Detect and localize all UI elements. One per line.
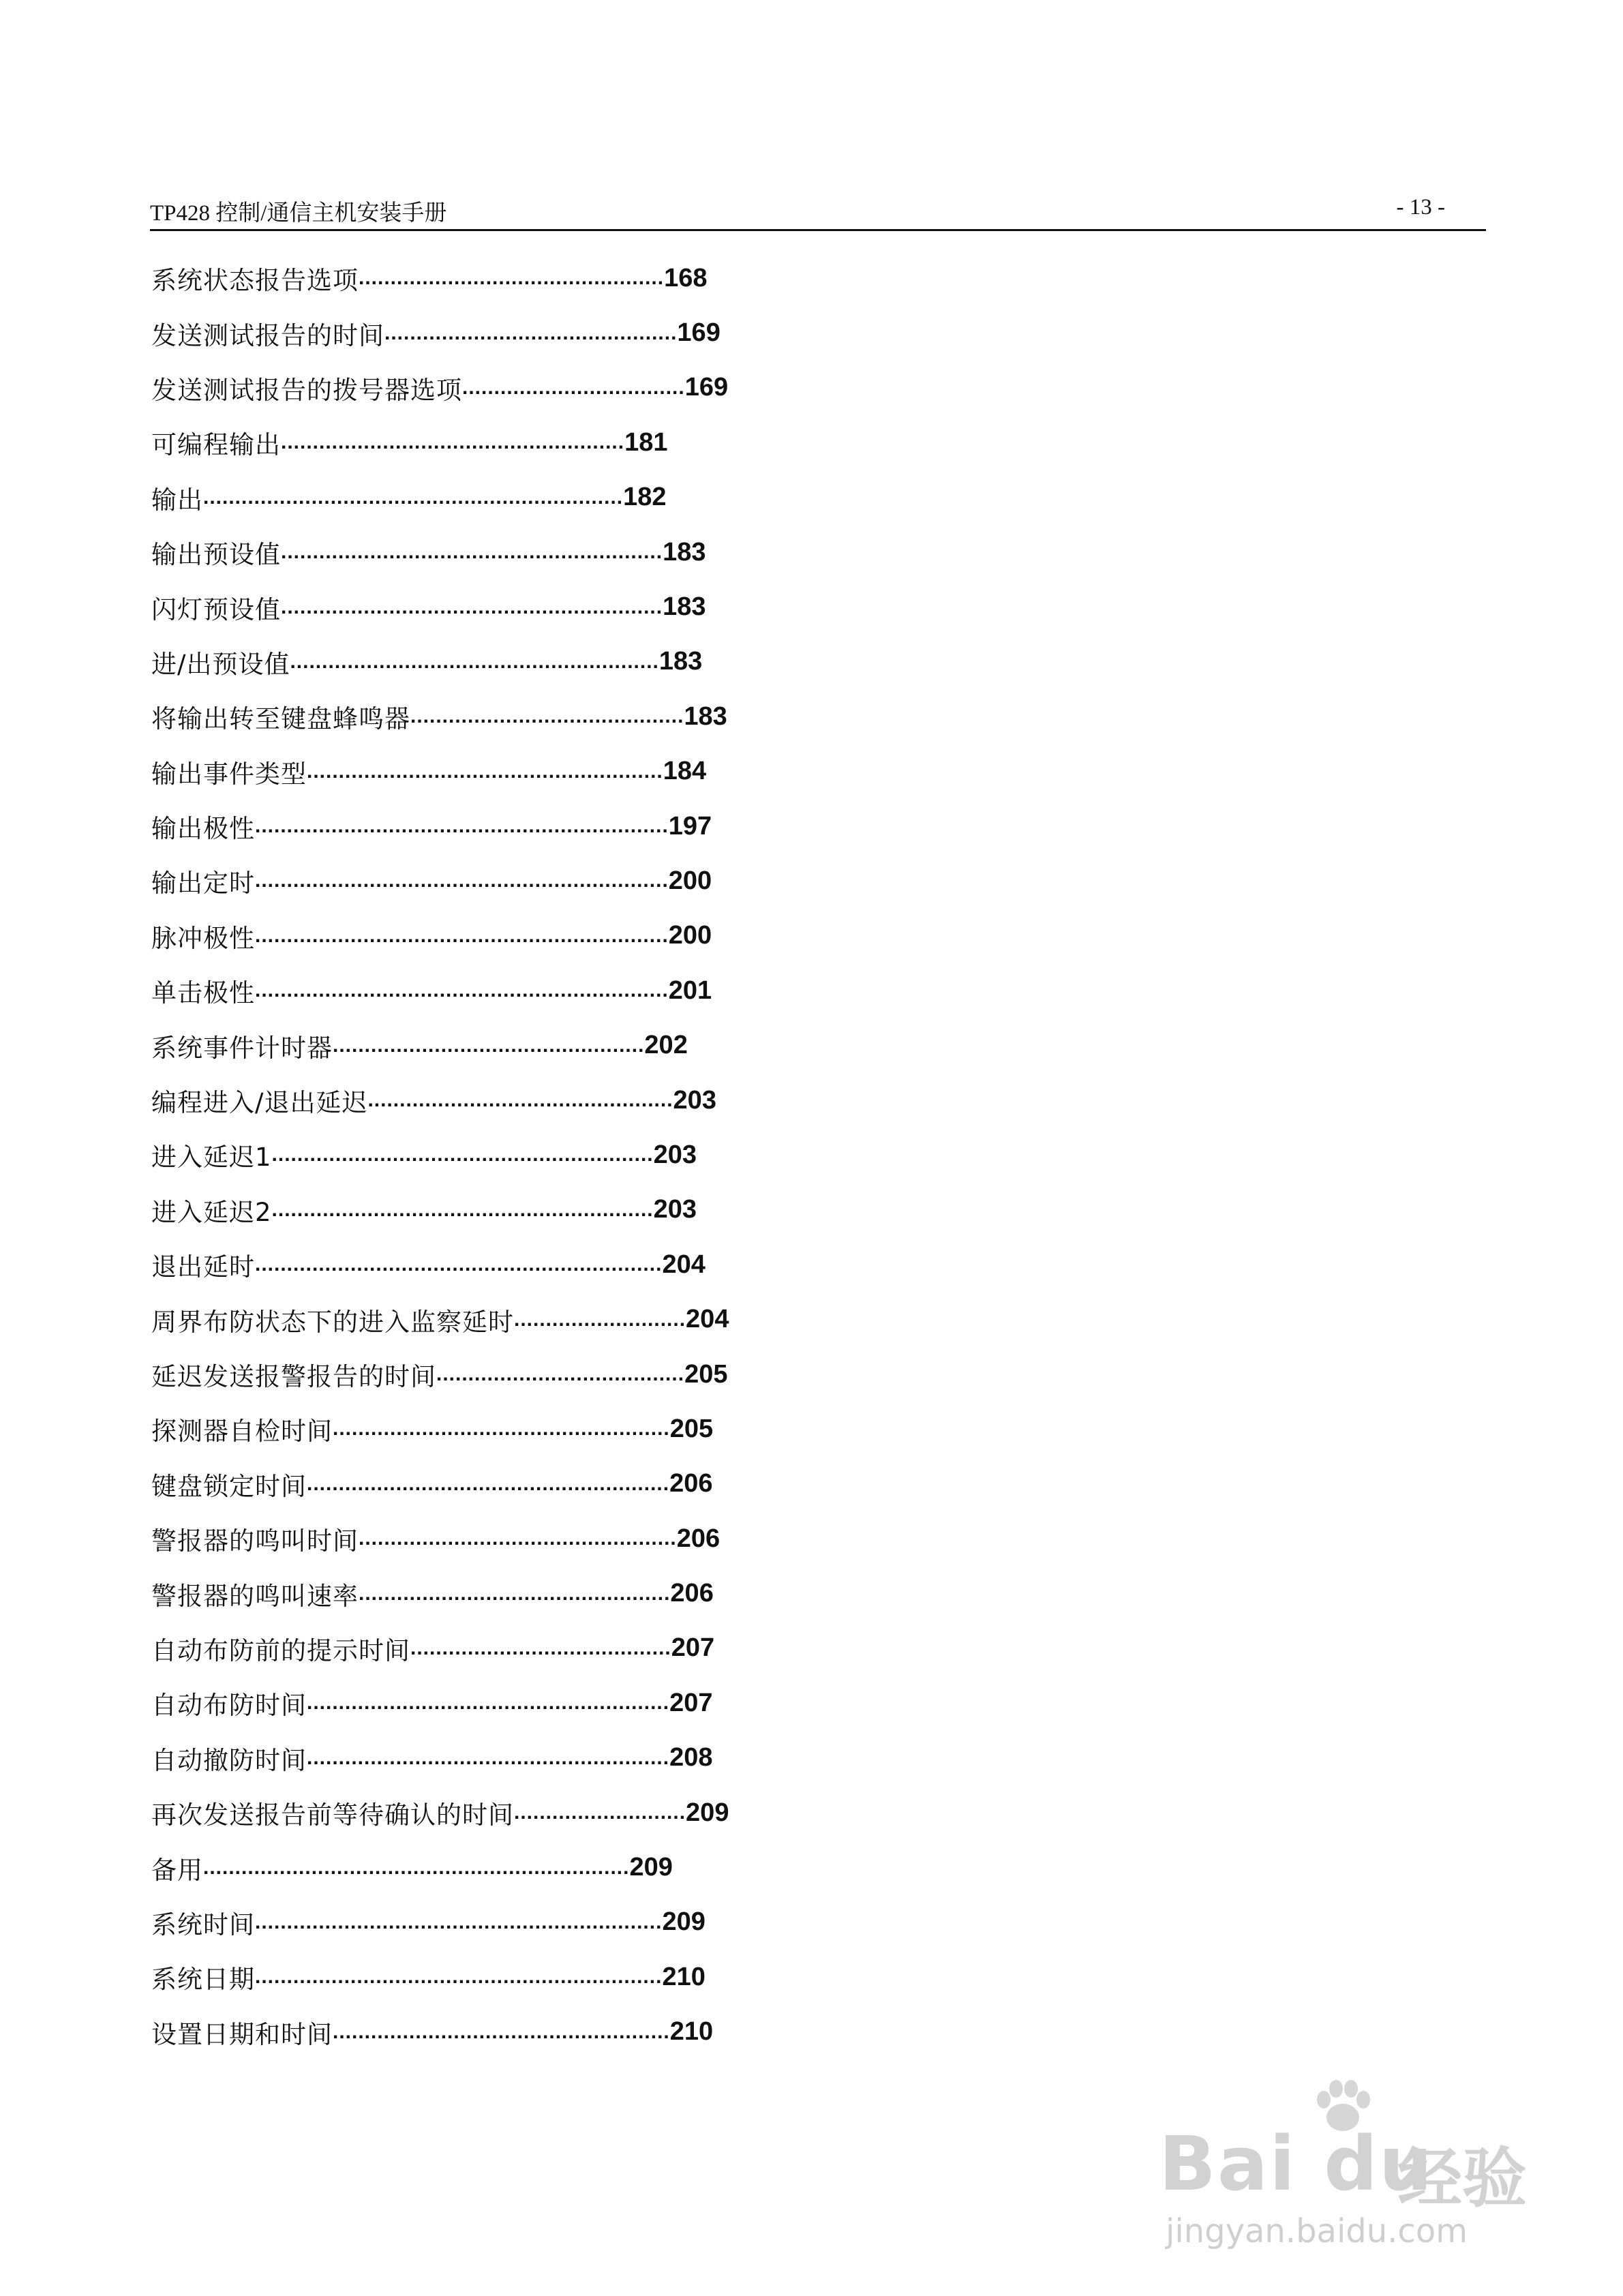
toc-entry-label: 探测器自检时间 [151, 1417, 333, 1447]
toc-entry-label: 进入延迟2 [151, 1197, 272, 1227]
toc-entry-label: 输出定时 [151, 868, 255, 898]
toc-entry-page: 168 [664, 263, 708, 292]
toc-entry-label: 脉冲极性 [151, 923, 255, 953]
toc-leader-dots: ........................................................ [307, 759, 663, 783]
toc-entry-page: 181 [624, 427, 668, 457]
toc-entry-label: 输出极性 [151, 814, 255, 844]
toc-entry-page: 183 [663, 592, 706, 622]
toc-entry-label: 系统时间 [151, 1909, 255, 1939]
toc-leader-dots: ...................................................... [281, 431, 625, 454]
toc-entry-page: 209 [662, 1907, 706, 1937]
toc-entry [151, 470, 833, 525]
toc-entry-page: 202 [644, 1031, 688, 1060]
toc-entry-page: 200 [668, 921, 712, 950]
toc-leader-dots: ................................................ [367, 1089, 673, 1112]
toc-entry-page: 209 [686, 1798, 729, 1827]
toc-leader-dots: ................................................................... [203, 1856, 630, 1879]
toc-entry-page: 205 [669, 1414, 714, 1443]
toc-entry-label: 单击极性 [151, 978, 255, 1008]
toc-entry-label: 系统事件计时器 [151, 1033, 333, 1063]
toc-entry [151, 1018, 833, 1072]
toc-entry-page: 183 [663, 537, 706, 567]
toc-leader-dots: ....................................... [436, 1363, 685, 1385]
toc-leader-dots: ......................................................... [307, 1691, 670, 1715]
toc-leader-dots: ................................................................. [255, 815, 669, 838]
watermark-brand: Bai du [1159, 2120, 1434, 2207]
toc-entry [151, 1128, 833, 1182]
toc-leader-dots: ..................................................... [333, 1417, 670, 1440]
toc-entry-label: 设置日期和时间 [151, 2019, 333, 2049]
toc-entry-page: 207 [669, 1688, 713, 1717]
toc-entry [151, 1073, 833, 1128]
toc-entry [151, 1676, 833, 1730]
toc-leader-dots: .................................................. [359, 1527, 677, 1550]
toc-entry-page: 210 [669, 2017, 714, 2046]
toc-entry [151, 1785, 833, 1840]
toc-entry-label: 备用 [151, 1855, 203, 1885]
toc-entry [151, 1402, 833, 1456]
watermark-brand-cn: 经验 [1397, 2141, 1528, 2216]
toc-leader-dots: ............................................................ [271, 1143, 654, 1166]
toc-entry [151, 361, 833, 415]
toc-entry-label: 输出 [151, 485, 203, 515]
toc-entry [151, 1621, 833, 1676]
toc-leader-dots: ................................................................. [255, 924, 669, 947]
table-of-contents [151, 251, 833, 2059]
toc-entry [151, 1731, 833, 1785]
toc-leader-dots: ................................................. [333, 1033, 645, 1057]
toc-entry-label: 自动撤防时间 [151, 1745, 307, 1775]
toc-leader-dots: ................................................................. [255, 869, 669, 892]
watermark-site: jingyan.baidu.com [1166, 2212, 1468, 2250]
toc-entry-page: 206 [670, 1579, 714, 1608]
toc-leader-dots: ......................................................... [307, 1746, 670, 1769]
toc-entry [151, 1511, 833, 1566]
toc-entry [151, 1347, 833, 1402]
toc-entry [151, 689, 833, 744]
toc-entry [151, 1895, 833, 1950]
toc-leader-dots: ................................................ [359, 267, 665, 290]
toc-entry [151, 251, 833, 305]
toc-entry-label: 自动布防时间 [151, 1691, 307, 1721]
toc-entry [151, 854, 833, 908]
toc-entry-page: 207 [671, 1633, 715, 1663]
toc-leader-dots: ................................................................. [255, 979, 669, 1002]
toc-entry [151, 963, 833, 1018]
document-title: TP428 控制/通信主机安装手册 [150, 201, 447, 226]
toc-entry-label: 输出预设值 [151, 540, 281, 570]
toc-entry-page: 183 [684, 701, 727, 731]
toc-entry-label: 闪灯预设值 [151, 594, 281, 624]
toc-leader-dots: ........................................... [410, 705, 684, 728]
toc-entry-page: 203 [653, 1195, 697, 1224]
toc-entry-page: 206 [669, 1469, 713, 1498]
toc-entry-label: 发送测试报告的拨号器选项 [151, 375, 462, 405]
toc-entry-page: 204 [662, 1250, 706, 1279]
toc-entry-page: 197 [668, 811, 712, 841]
toc-entry [151, 1950, 833, 2004]
toc-leader-dots: ............................................................ [271, 1198, 654, 1221]
toc-entry-page: 205 [684, 1359, 728, 1389]
toc-entry-page: 184 [663, 757, 707, 786]
toc-entry-label: 警报器的鸣叫速率 [151, 1581, 359, 1611]
toc-entry-label: 自动布防前的提示时间 [151, 1635, 410, 1665]
toc-entry [151, 579, 833, 634]
toc-entry-page: 210 [662, 1962, 706, 1991]
toc-entry-label: 系统日期 [151, 1965, 255, 1995]
toc-entry [151, 1183, 833, 1237]
toc-entry-label: 键盘锁定时间 [151, 1471, 307, 1501]
toc-entry [151, 799, 833, 854]
toc-entry-label: 编程进入/退出延迟 [151, 1088, 368, 1118]
toc-entry-page: 182 [623, 483, 667, 512]
baidu-watermark [1159, 2059, 1541, 2263]
toc-entry-page: 169 [684, 373, 729, 402]
toc-entry-page: 203 [653, 1140, 697, 1169]
toc-leader-dots: ............................................................ [281, 541, 663, 564]
toc-entry-label: 延迟发送报警报告的时间 [151, 1362, 436, 1391]
toc-entry-page: 209 [629, 1853, 673, 1882]
toc-entry-page: 203 [673, 1085, 716, 1115]
toc-entry [151, 1457, 833, 1511]
toc-leader-dots: .......................................................... [290, 650, 659, 673]
toc-entry-label: 将输出转至键盘蜂鸣器 [151, 704, 410, 734]
toc-entry [151, 744, 833, 799]
toc-leader-dots: ......................................................... [307, 1472, 670, 1495]
toc-leader-dots: .................................................................. [203, 485, 624, 509]
page-header [150, 192, 1486, 231]
toc-entry-page: 204 [686, 1305, 729, 1334]
toc-entry-page: 169 [677, 318, 721, 348]
toc-entry-label: 再次发送报告前等待确认的时间 [151, 1800, 514, 1830]
toc-leader-dots: ............................................................ [281, 595, 663, 618]
toc-entry-label: 输出事件类型 [151, 759, 307, 789]
toc-entry-label: 警报器的鸣叫时间 [151, 1526, 359, 1556]
toc-leader-dots: ................................... [462, 376, 685, 399]
toc-entry-label: 系统状态报告选项 [151, 266, 359, 296]
toc-entry [151, 305, 833, 360]
page-number: - 13 - [1396, 195, 1445, 220]
toc-leader-dots: ......................................... [410, 1636, 671, 1659]
toc-entry [151, 1566, 833, 1620]
toc-entry-page: 183 [658, 647, 703, 676]
toc-entry [151, 909, 833, 963]
toc-leader-dots: .............................................. [384, 321, 678, 344]
toc-entry-label: 进/出预设值 [151, 649, 290, 679]
toc-entry-page: 201 [668, 976, 712, 1005]
toc-leader-dots: ........................... [514, 1801, 686, 1824]
toc-leader-dots: ..................................................... [333, 2020, 670, 2043]
toc-leader-dots: ................................................. [359, 1582, 671, 1605]
toc-leader-dots: ........................... [514, 1308, 686, 1331]
toc-leader-dots: ................................................................ [255, 1253, 663, 1276]
toc-entry [151, 415, 833, 470]
toc-entry-label: 退出延时 [151, 1252, 255, 1282]
toc-leader-dots: ................................................................ [255, 1965, 663, 1989]
toc-entry [151, 2005, 833, 2059]
toc-entry-label: 周界布防状态下的进入监察延时 [151, 1307, 514, 1337]
toc-entry-label: 发送测试报告的时间 [151, 320, 384, 350]
toc-entry [151, 525, 833, 579]
toc-entry [151, 1840, 833, 1894]
toc-entry [151, 1292, 833, 1346]
toc-entry-label: 可编程输出 [151, 430, 281, 460]
toc-entry [151, 1237, 833, 1292]
toc-leader-dots: ................................................................ [255, 1910, 663, 1933]
toc-entry [151, 635, 833, 689]
toc-entry-page: 206 [676, 1524, 721, 1553]
toc-entry-page: 200 [668, 866, 712, 895]
toc-entry-label: 进入延迟1 [151, 1143, 272, 1173]
toc-entry-page: 208 [669, 1743, 713, 1772]
